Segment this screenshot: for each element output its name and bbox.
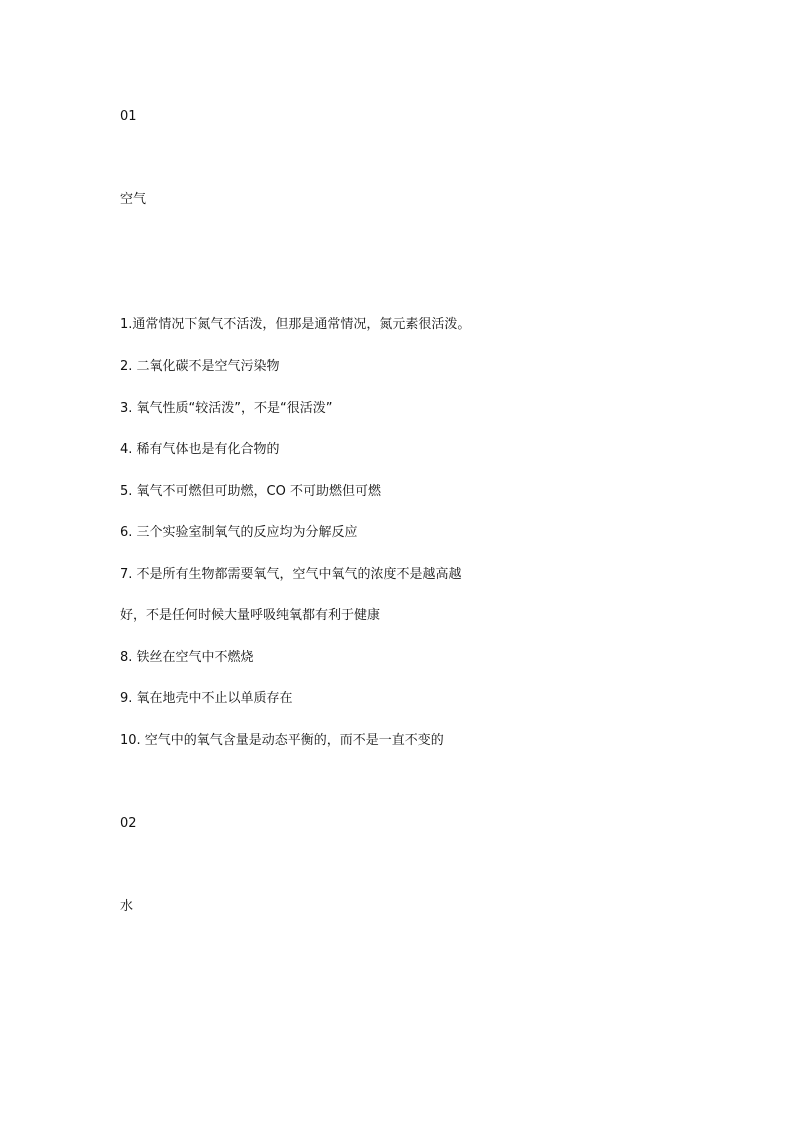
section-title: 水 — [120, 899, 134, 914]
list-item: 6. 三个实验室制氧气的反应均为分解反应 — [120, 525, 358, 540]
list-item: 9. 氧在地壳中不止以单质存在 — [120, 691, 293, 706]
section-number: 02 — [120, 816, 137, 831]
list-item: 1.通常情况下氮气不活泼，但那是通常情况，氮元素很活泼。 — [120, 317, 471, 332]
list-item: 10. 空气中的氧气含量是动态平衡的，而不是一直不变的 — [120, 733, 444, 748]
list-item: 3. 氧气性质“较活泼”，不是“很活泼” — [120, 401, 333, 416]
list-item: 4. 稀有气体也是有化合物的 — [120, 442, 280, 457]
section-number: 01 — [120, 109, 137, 124]
list-item: 7. 不是所有生物都需要氧气，空气中氧气的浓度不是越高越 — [120, 567, 462, 582]
section-title: 空气 — [120, 192, 147, 207]
list-item-continuation: 好，不是任何时候大量呼吸纯氧都有利于健康 — [120, 608, 381, 623]
list-item: 8. 铁丝在空气中不燃烧 — [120, 650, 254, 665]
list-item: 2. 二氧化碳不是空气污染物 — [120, 359, 280, 374]
list-item: 5. 氧气不可燃但可助燃，CO 不可助燃但可燃 — [120, 484, 381, 499]
